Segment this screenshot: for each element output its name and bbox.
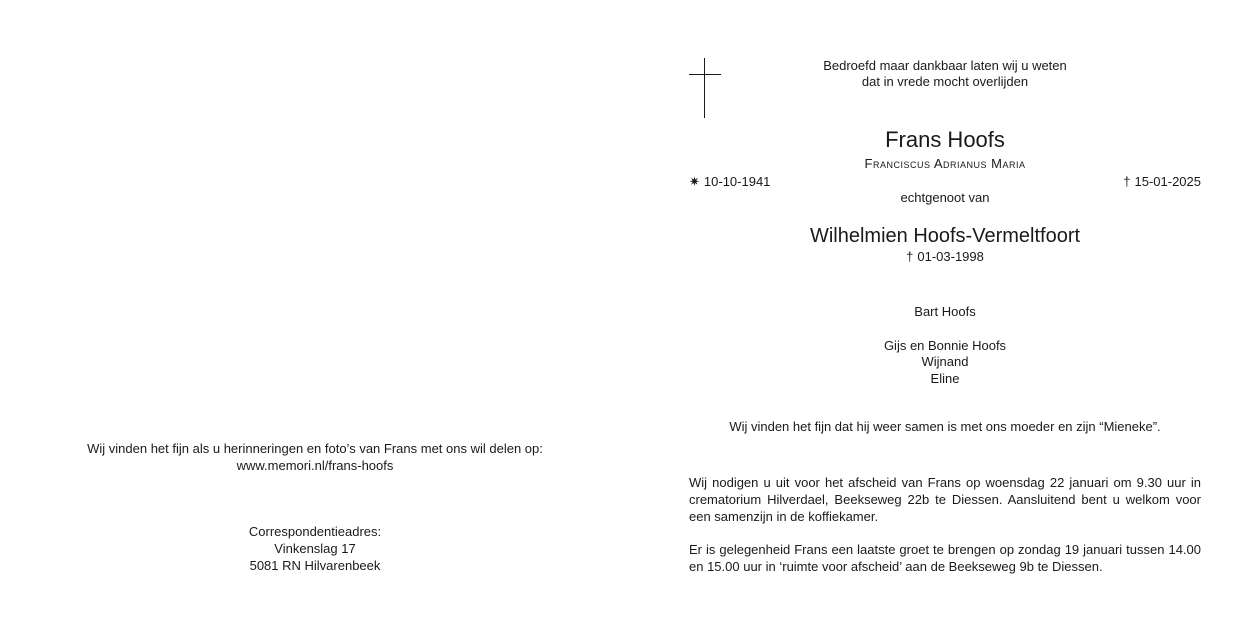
share-memories-block [0,440,630,474]
deceased-full-name: Franciscus Adrianus Maria [864,156,1026,171]
family-member: Eline [930,371,960,386]
birth-date-value: 10-10-1941 [703,174,771,189]
spouse-death-date-value: 01-03-1998 [917,249,984,264]
right-page [630,0,1260,630]
farewell-invitation: Wij nodigen u uit voor het afscheid van Frans op woensdag 22 januari om 9.30 uur in crematorium Hilverdael, Beekseweg 22b te Diessen. Aansluitend bent u welkom voor een samenzijn in de koffiekamer. [689,475,1201,524]
family-member: Gijs en Bonnie Hoofs [883,338,1007,353]
spouse-relation: echtgenoot van [900,190,990,205]
spouse-dagger-icon: † [906,249,914,264]
death-dagger-icon: † [1123,174,1131,189]
family-member: Wijnand [921,354,969,369]
spouse-death-date [760,248,1130,265]
cross-icon [689,58,721,118]
death-date-value: 15-01-2025 [1134,174,1201,189]
correspondence-block [0,523,630,574]
spouse-name: Wilhelmien Hoofs-Vermeltfoort [809,225,1081,247]
family-member: Bart Hoofs [914,304,976,319]
death-date [1123,173,1201,190]
reunited-text: Wij vinden het fijn dat hij weer samen is met ons moeder en zijn “Mieneke”. [729,419,1161,434]
intro-line-2: dat in vrede mocht overlijden [861,74,1029,89]
correspondence-label: Correspondentieadres: [248,524,382,539]
intro-line-1: Bedroefd maar dankbaar laten wij u weten [823,58,1067,73]
share-text: Wij vinden het fijn als u herinneringen en foto’s van Frans met ons wil delen op: [87,441,543,456]
viewing-information: Er is gelegenheid Frans een laatste groet te brengen op zondag 19 januari tussen 14.00 en 15.00 uur in ‘ruimte voor afscheid’ aan de Beekseweg 9b te Diessen. [689,542,1201,574]
birth-star-icon: ✷ [689,174,700,189]
deceased-name: Frans Hoofs [885,127,1005,152]
correspondence-city: 5081 RN Hilvarenbeek [249,558,381,573]
correspondence-street: Vinkenslag 17 [274,541,356,556]
intro-text [790,57,1100,89]
share-url: www.memori.nl/frans-hoofs [236,458,394,473]
birth-date [689,173,770,190]
